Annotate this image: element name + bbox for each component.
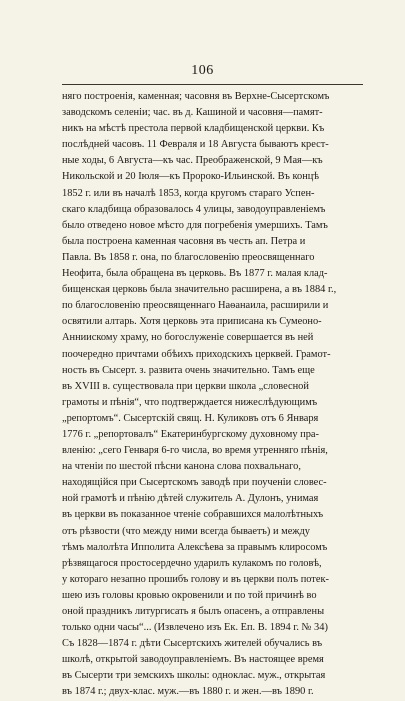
text-line: бищенская церковь была значительно расширена, а въ 1884 г., <box>62 284 337 296</box>
text-line: было отведено новое мѣсто для погребенія умершихъ. Тамъ <box>62 219 328 231</box>
header-rule <box>62 84 363 85</box>
text-line: у котораго незапно прошибъ голову и въ церкви полъ потек- <box>62 573 329 585</box>
text-line: въ церкви въ показанное чтеніе собравшихся малолѣтныхъ <box>62 509 324 521</box>
text-line: 1776 г. „репортовалъ“ Екатеринбургскому духовному пра- <box>62 428 319 440</box>
text-line: никъ на мѣстѣ престола первой кладбищенской церкви. Къ <box>62 123 325 135</box>
text-line: въ XVIII в. существовала при церкви школа „словесной <box>62 380 309 392</box>
text-line: была построена каменная часовня въ честь ап. Петра и <box>62 235 306 247</box>
text-line: Анниискому храму, но богослуженіе совершается въ ней <box>62 332 314 344</box>
text-line: по благословенію преосвященнаго Наѳанаила, расширили и <box>62 300 329 312</box>
text-line: тѣмъ малолѣта Ипполита Алексѣева за правымъ клиросомъ <box>62 541 328 553</box>
text-line: 1852 г. или въ началѣ 1853, когда кругомъ стараго Успен- <box>62 187 315 199</box>
text-line: ной грамотѣ и пѣнію дѣтей служитель А. Дулонъ, унимая <box>62 493 319 505</box>
text-line: въ Сысерти три земскихъ школы: одноклас. муж., открытая <box>62 670 326 682</box>
text-line: няго построенія, каменная; часовня въ Верхне-Сысертскомъ <box>62 91 330 102</box>
text-line: въ 1874 г.; двух-клас. муж.—въ 1880 г. и жен.—въ 1890 г. <box>62 686 314 698</box>
text-line: вленію: „сего Генваря 6-го числа, во время утренняго пѣнія, <box>62 445 328 457</box>
text-line: грамоты и пѣнія“, что подтверждается нижеслѣдующимъ <box>62 396 318 408</box>
text-line: ность въ Сысерт. з. развита очень значительно. Тамъ еще <box>62 364 315 376</box>
text-line: освятили алтарь. Хотя церковь эта приписана къ Сумеоно- <box>62 316 322 328</box>
text-line: на чтеніи по шестой пѣсни канона слова похвальнаго, <box>62 461 301 473</box>
text-line: рѣзвящагося простосердечно ударилъ кулакомъ по головѣ, <box>62 557 322 569</box>
text-line: школѣ, открытой заводоуправленіемъ. Въ настоящее время <box>62 654 324 666</box>
text-line: оной праздникъ литургисать я былъ опасенъ, а отправлены <box>62 606 325 617</box>
text-line: ные ходы, 6 Августа—къ час. Преображенской, 9 Мая—къ <box>62 155 323 167</box>
text-line: Никольской и 20 Іюля—къ Пророко-Ильинской. Въ концѣ <box>62 171 320 183</box>
text-line: поочередно причтами обѣихъ приходскихъ церквей. Грамот- <box>62 348 331 360</box>
text-line: „репортомъ“. Сысертскій свящ. Н. Куликовъ отъ 6 Января <box>62 412 319 424</box>
text-line: послѣдней часовъ. 11 Февраля и 18 Августа бываютъ крест- <box>62 139 329 151</box>
text-line: Съ 1828—1874 г. дѣти Сысертскихъ жителей обучались въ <box>62 638 323 650</box>
body-text <box>62 89 363 701</box>
text-line: Неофита, была обращена въ церковь. Въ 1877 г. малая клад- <box>62 268 328 280</box>
text-line: отъ рѣзвости (что между ними всегда бываетъ) и между <box>62 525 310 537</box>
text-line: Павла. Въ 1858 г. она, по благословенію преосвященнаго <box>62 251 315 263</box>
text-line: заводскомъ селеніи; час. въ д. Кашиной и часовня—памят- <box>62 107 323 119</box>
text-line: только одни часы“... (Извлечено изъ Ек. Еп. В. 1894 г. № 34) <box>62 622 328 634</box>
text-line: находящійся при Сысертскомъ заводѣ при поученіи словес- <box>62 477 327 489</box>
text-line: шею изъ головы кровью окровенили и по той причинѣ во <box>62 589 317 601</box>
page-number: 106 <box>191 63 214 78</box>
text-line: скаго кладбища образовалось 4 улицы, заводоуправленіемъ <box>62 203 326 215</box>
